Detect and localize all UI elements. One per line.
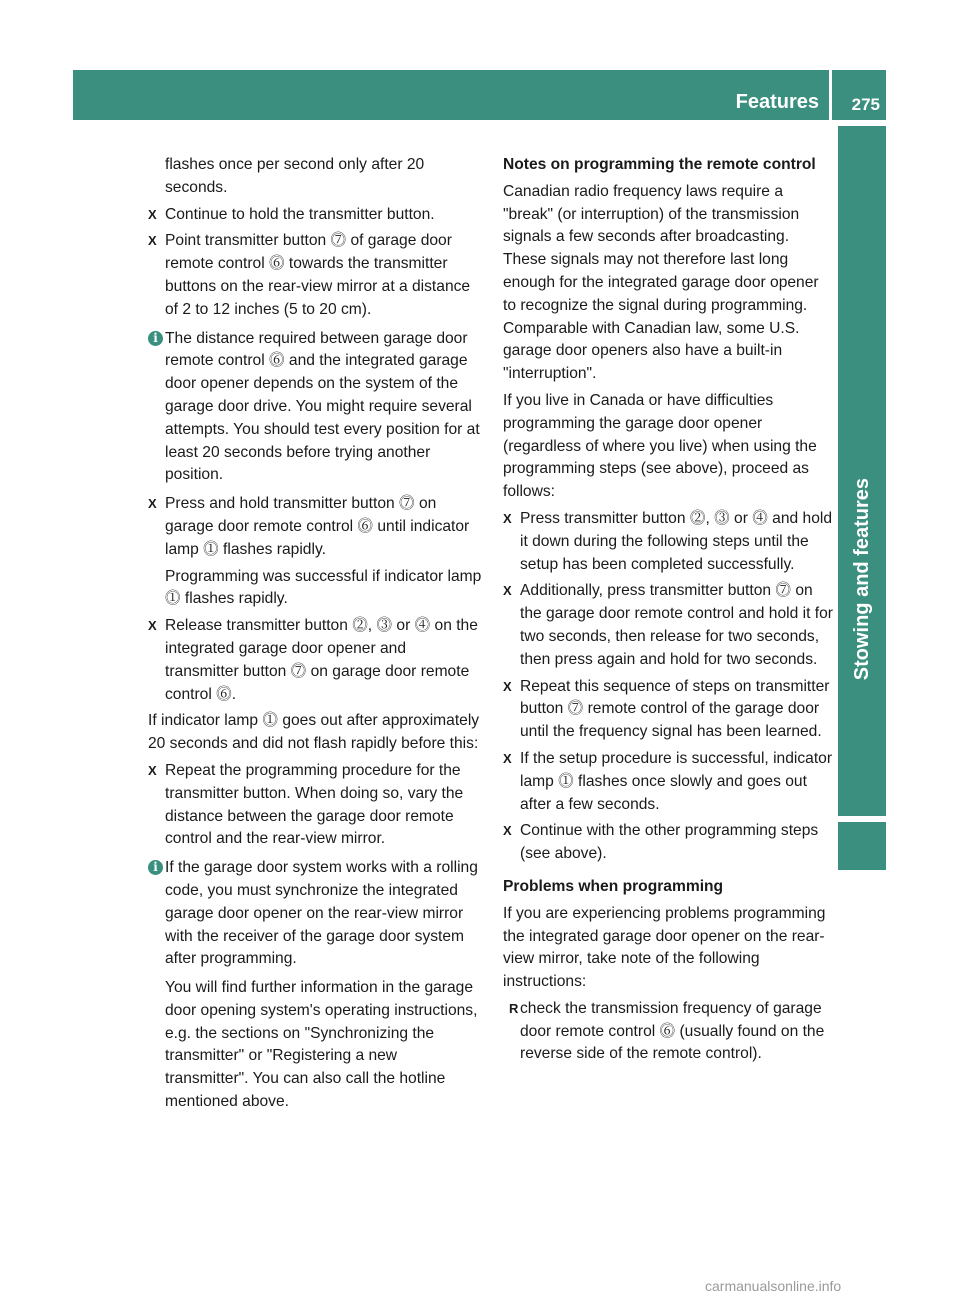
- left-column: [148, 154, 483, 1118]
- section-heading: Notes on programming the remote control: [503, 156, 816, 173]
- watermark[interactable]: carmanualsonline.info: [705, 1278, 842, 1294]
- instruction-step: X Continue to hold the transmitter button.: [148, 204, 483, 227]
- page-header: [73, 70, 886, 120]
- paragraph: Canadian radio frequency laws require a "break" (or interruption) of the transmission signals a few seconds after broadcasting. These signals may not therefore last long enough for the integrated garage door opener to recognize the signal during programming. Comparable with Canadian law, some U.S. garage door openers also have a built-in "interruption".: [503, 182, 819, 383]
- paragraph: flashes once per second only after 20 seconds.: [165, 156, 425, 196]
- paragraph: If you live in Canada or have difficulties programming the garage door opener (regardless of where you live) when using the programming steps (see above), proceed as follows:: [503, 391, 817, 501]
- instruction-step: X Additionally, press transmitter button ⓻ on the garage door remote control and hold it for two seconds, then release for two seconds, then press again and hold for two seconds.: [503, 580, 835, 671]
- info-note: [148, 857, 483, 971]
- instruction-step: X If the setup procedure is successful, indicator lamp ⓵ flashes once slowly and goes out after a few seconds.: [503, 748, 835, 816]
- instruction-step: X Continue with the other programming steps (see above).: [503, 820, 835, 866]
- instruction-step: X Release transmitter button ⓶, ⓷ or ⓸ on the integrated garage door opener and transmitter button ⓻ on garage door remote control ⓺.: [148, 615, 483, 706]
- info-icon: i: [148, 331, 163, 346]
- page-number: 275: [851, 95, 880, 114]
- list-item: R check the transmission frequency of garage door remote control ⓺ (usually found on the reverse side of the remote control).: [503, 998, 835, 1066]
- instruction-step: X Point transmitter button ⓻ of garage door remote control ⓺ towards the transmitter buttons on the rear-view mirror at a distance of 2 to 12 inches (5 to 20 cm).: [148, 230, 483, 321]
- chapter-tab-marker: [838, 822, 886, 870]
- section-title: Features: [735, 91, 819, 113]
- paragraph: If indicator lamp ⓵ goes out after approximately 20 seconds and did not flash rapidly before this:: [148, 712, 480, 753]
- right-column: [503, 154, 835, 1070]
- info-note-text: If the garage door system works with a rolling code, you must synchronize the integrated garage door opener on the rear-view mirror with the receiver of the garage door system after programming.: [165, 859, 478, 968]
- instruction-step: X Repeat the programming procedure for the transmitter button. When doing so, vary the distance between the garage door remote control and the rear-view mirror.: [148, 760, 483, 851]
- info-icon: i: [148, 860, 163, 875]
- section-heading: Problems when programming: [503, 877, 724, 895]
- instruction-step: X Press transmitter button ⓶, ⓷ or ⓸ and hold it down during the following steps until the setup has been completed successfully.: [503, 508, 835, 576]
- paragraph: If you are experiencing problems programming the integrated garage door opener on the rear-view mirror, take note of the following instructions:: [503, 904, 826, 991]
- header-divider: [829, 70, 832, 120]
- info-note: [148, 328, 483, 488]
- info-note-text: The distance required between garage door remote control ⓺ and the integrated garage door opener depends on the system of the garage door drive. You might require several attempts. You should test every position for at least 20 seconds before trying another position.: [165, 329, 480, 484]
- info-note-continuation: You will find further information in the garage door opening system's operating instructions, e.g. the sections on "Synchronizing the transmitter" or "Registering a new transmitter". You can also call the hotline mentioned above.: [165, 979, 478, 1111]
- chapter-label: Stowing and features: [850, 478, 873, 681]
- instruction-step: X Repeat this sequence of steps on transmitter button ⓻ remote control of the garage door until the frequency signal has been learned.: [503, 676, 835, 744]
- step-result: Programming was successful if indicator lamp ⓵ flashes rapidly.: [165, 567, 482, 608]
- chapter-side-tab: [838, 126, 886, 816]
- instruction-step: X Press and hold transmitter button ⓻ on garage door remote control ⓺ until indicator lamp ⓵ flashes rapidly.: [148, 493, 483, 561]
